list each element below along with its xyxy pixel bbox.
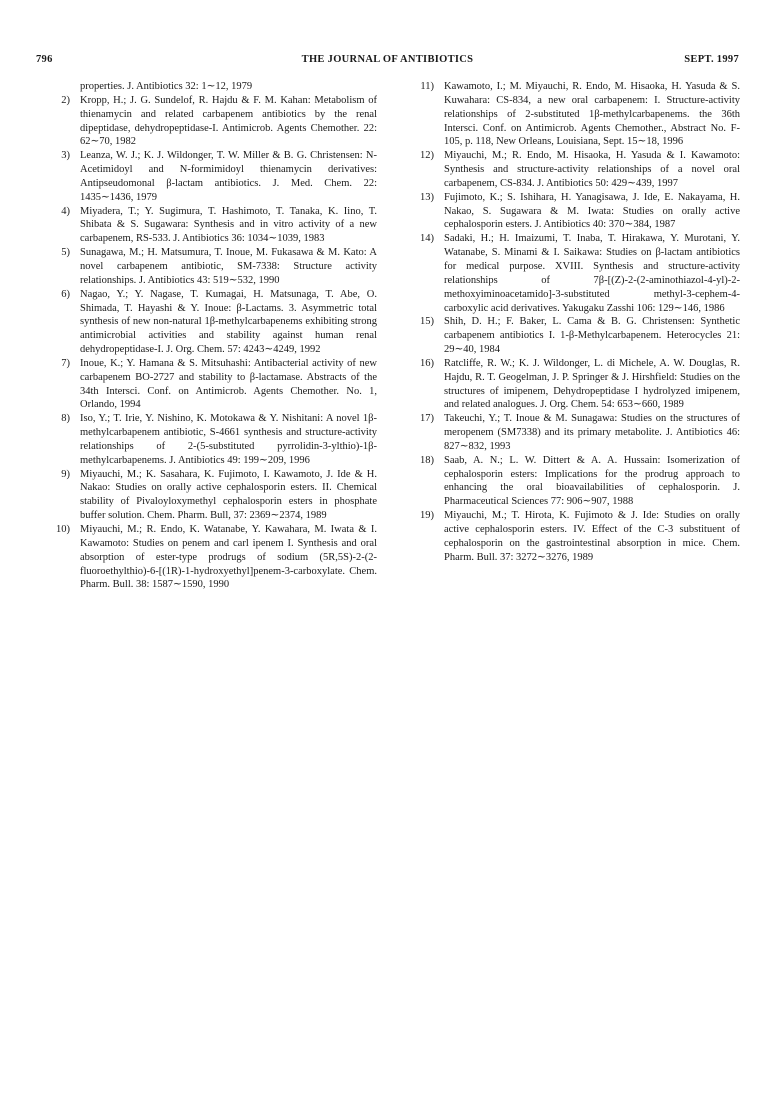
reference-entry (400, 454, 740, 509)
reference-number: 2) (61, 94, 70, 106)
reference-text: Saab, A. N.; L. W. Dittert & A. A. Hussain: Isomerization of cephalosporin esters: Implications for the prodrug approach to enhancing the oral bioavailabilities of cephalosporin. J. Pharmaceutical Sciences 77: 906∼907, 1988 (444, 454, 740, 508)
reference-text: Miyauchi, M.; R. Endo, K. Watanabe, Y. Kawahara, M. Iwata & I. Kawamoto: Studies on penem and carl ipenem I. Synthesis and oral absorption of ester-type prodrugs of sodium (5R,5S)-2-(2-fluoroethylthio)-6-[(1R)-1-hydroxyethyl]penem-3-carboxylate. Chem. Pharm. Bull. 38: 1587∼1590, 1990 (80, 524, 377, 591)
reference-entry (36, 80, 377, 94)
reference-entry (400, 191, 740, 233)
reference-number: 3) (61, 150, 70, 162)
reference-number: 6) (61, 288, 70, 300)
reference-text: Sunagawa, M.; H. Matsumura, T. Inoue, M. Fukasawa & M. Kato: A novel carbapenem antibiotic, SM-7338: Structure activity relationships. J. Antibiotics 43: 519∼532, 1990 (80, 247, 377, 286)
reference-text: properties. J. Antibiotics 32: 1∼12, 1979 (80, 81, 253, 92)
page-number: 796 (36, 54, 53, 65)
reference-column-left (36, 80, 377, 592)
journal-title: THE JOURNAL OF ANTIBIOTICS (301, 54, 474, 65)
reference-entry (36, 523, 377, 592)
reference-entry (36, 94, 377, 149)
reference-entry (36, 357, 377, 412)
reference-text: Inoue, K.; Y. Hamana & S. Mitsuhashi: Antibacterial activity of new carbapenem BO-2727 and stability to β-lactamase. Abstracts of the 34th Intersci. Conf. on Antimicrob. Agents Chemother. No. 1, Orlando, 1994 (80, 357, 377, 411)
reference-number: 5) (61, 247, 70, 259)
reference-entry (36, 149, 377, 204)
reference-text: Shih, D. H.; F. Baker, L. Cama & B. G. Christensen: Synthetic carbapenem antibiotics I. 1-β-Methylcarbapenem. Heterocycles 21: 29∼40, 1984 (444, 316, 740, 356)
reference-column-right (400, 80, 740, 565)
reference-number: 16) (420, 357, 434, 369)
reference-entry (400, 315, 740, 357)
reference-text: Nagao, Y.; Y. Nagase, T. Kumagai, H. Matsunaga, T. Abe, O. Shimada, T. Hayashi & Y. Inoue: β-Lactams. 3. Asymmetric total synthesis of new non-natural 1β-methylcarbapenems exhibiting strong antimicrobial activities and stability against human renal dehydropeptidase-I. J. Org. Chem. 57: 4243∼4249, 1992 (80, 288, 377, 356)
running-header (36, 54, 739, 70)
reference-entry (400, 80, 740, 149)
reference-number: 17) (420, 413, 434, 425)
reference-number: 11) (420, 81, 434, 92)
reference-text: Ratcliffe, R. W.; K. J. Wildonger, L. di Michele, A. W. Douglas, R. Hajdu, R. T. Geogelman, J. P. Springer & J. Hirshfield: Studies on the structures of imipenem, Dehydropeptidase I hydrolyzed imipenem, and related analogues. J. Org. Chem. 54: 653∼660, 1989 (444, 357, 740, 411)
reference-text: Kawamoto, I.; M. Miyauchi, R. Endo, M. Hisaoka, H. Yasuda & S. Kuwahara: CS-834, a new oral carbapenem: I. Structure-activity relationships of 2-substituted 1β-methylcarbapenems. the 36th Intersci. Conf. on Antimicrob. Agents Chemother., Abstract No. F-105, p. 118, New Orleans, Louisiana, Sept. 15∼18, 1996 (444, 81, 740, 148)
reference-number: 4) (61, 205, 70, 217)
reference-entry (400, 232, 740, 315)
reference-text: Miyadera, T.; Y. Sugimura, T. Hashimoto, T. Tanaka, K. Iino, T. Shibata & S. Sugawara: Synthesis and in vitro activity of a new carbapenem, RS-533. J. Antibiotics 36: 1034∼1039, 1983 (80, 205, 377, 245)
reference-number: 13) (420, 191, 434, 203)
reference-number: 9) (61, 468, 70, 480)
reference-number: 18) (420, 454, 434, 466)
reference-number: 12) (420, 150, 434, 162)
reference-entry (36, 246, 377, 288)
reference-entry (36, 468, 377, 523)
reference-text: Miyauchi, M.; R. Endo, M. Hisaoka, H. Yasuda & I. Kawamoto: Synthesis and structure-activity relationships of a novel oral carbapenem, CS-834. J. Antibiotics 50: 429∼439, 1997 (444, 150, 740, 189)
reference-number: 8) (61, 413, 70, 425)
reference-number: 10) (56, 524, 70, 535)
reference-entry (36, 288, 377, 357)
reference-text: Takeuchi, Y.; T. Inoue & M. Sunagawa: Studies on the structures of meropenem (SM7338) and its primary metabolite. J. Antibiotics 46: 827∼832, 1993 (444, 413, 740, 452)
reference-text: Sadaki, H.; H. Imaizumi, T. Inaba, T. Hirakawa, Y. Murotani, Y. Watanabe, S. Minami & I. Saikawa: Studies on β-lactam antibiotics for medical purpose. XVIII. Synthesis and structure-activity relationships of 7β-[(Z)-2-(2-aminothiazol-4-yl)-2-methoxyiminoacetamido]-3-substituted methyl-3-cephem-4-carboxylic acid derivatives. Yakugaku Zasshi 106: 129∼146, 1986 (444, 233, 740, 314)
reference-entry (400, 357, 740, 412)
reference-text: Kropp, H.; J. G. Sundelof, R. Hajdu & F. M. Kahan: Metabolism of thienamycin and related carbapenem antibiotics by the renal dipeptidase, dehydropeptidase-I. Antimicrob. Agents Chemother. 22: 62∼70, 1982 (80, 94, 377, 148)
reference-text: Miyauchi, M.; K. Sasahara, K. Fujimoto, I. Kawamoto, J. Ide & H. Nakao: Studies on orally active cephalosporin esters. II. Chemical stability of Pivaloyloxymethyl cephalosporin esters in phosphate buffer solution. Chem. Pharm. Bull, 37: 2369∼2374, 1989 (80, 468, 377, 522)
reference-entry (36, 412, 377, 467)
reference-number: 7) (61, 357, 70, 369)
reference-entry (400, 509, 740, 564)
issue-date: SEPT. 1997 (684, 54, 739, 65)
reference-text: Miyauchi, M.; T. Hirota, K. Fujimoto & J. Ide: Studies on orally active cephalosporin esters. IV. Effect of the C-3 substituent of cephalosporin on the gastrointestinal absorption in mice. Chem. Pharm. Bull. 37: 3272∼3276, 1989 (444, 510, 740, 563)
reference-text: Fujimoto, K.; S. Ishihara, H. Yanagisawa, J. Ide, E. Nakayama, H. Nakao, S. Sugawara & M. Iwata: Studies on orally active cephalosporin esters. J. Antibiotics 40: 370∼384, 1987 (444, 191, 740, 231)
reference-number: 14) (420, 233, 434, 245)
reference-entry (36, 205, 377, 247)
reference-text: Iso, Y.; T. Irie, Y. Nishino, K. Motokawa & Y. Nishitani: A novel 1β-methylcarbapenem antibiotic, S-4661 synthesis and structure-activity relationships of 2-(5-substituted pyrrolidin-3-ylthio)-1β-methylcarbapenems. J. Antibiotics 49: 199∼209, 1996 (80, 413, 377, 466)
reference-entry (400, 412, 740, 454)
reference-entry (400, 149, 740, 191)
reference-number: 19) (420, 510, 434, 522)
reference-number: 15) (420, 316, 434, 328)
reference-text: Leanza, W. J.; K. J. Wildonger, T. W. Miller & B. G. Christensen: N-Acetimidoyl and N-formimidoyl thienamycin derivatives: Antipseudomonal β-lactam antibiotics. J. Med. Chem. 22: 1435∼1436, 1979 (80, 150, 377, 203)
